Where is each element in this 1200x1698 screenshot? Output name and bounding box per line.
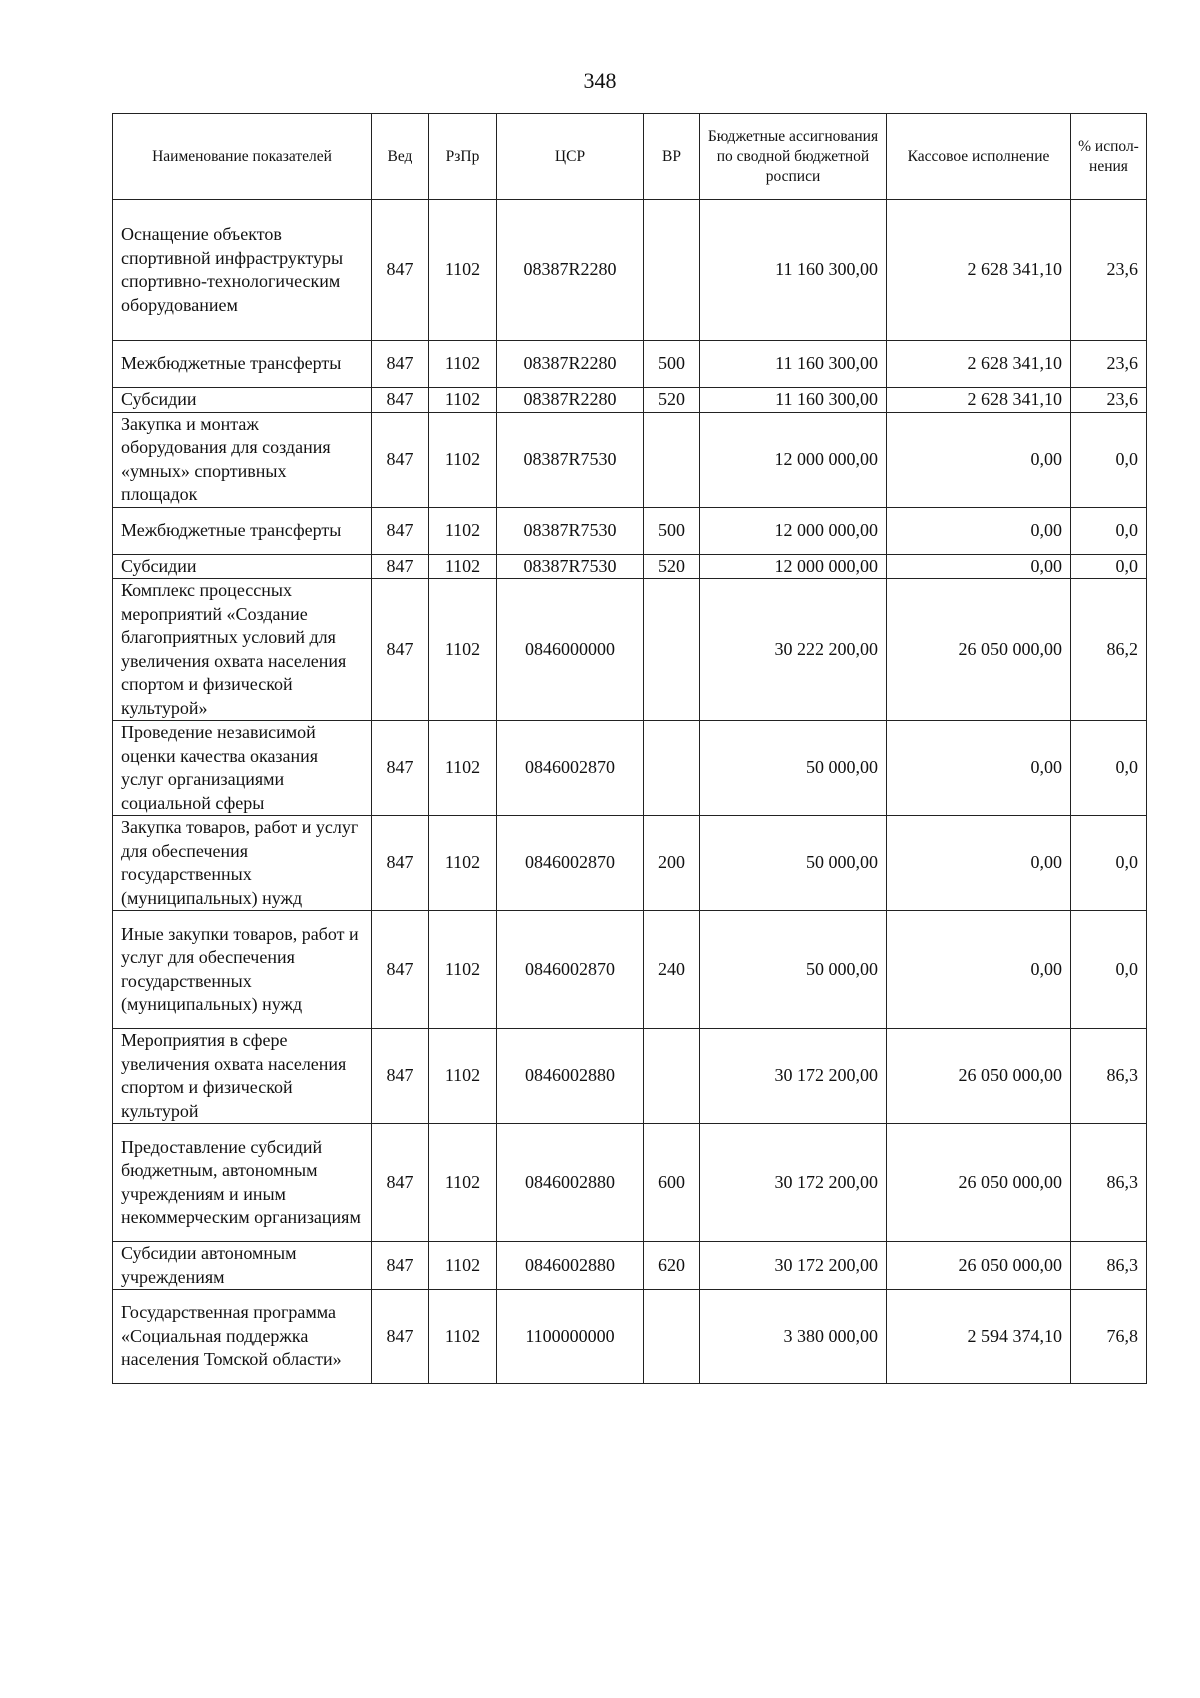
expense-type-code-cell: [644, 1290, 700, 1384]
section-code-cell: 1102: [429, 579, 497, 721]
budget-allocation-cell: 12 000 000,00: [700, 554, 887, 579]
section-code-cell: 1102: [429, 1029, 497, 1124]
target-item-code-cell: 0846002880: [497, 1029, 644, 1124]
department-code-cell: 847: [372, 1290, 429, 1384]
budget-allocation-cell: 11 160 300,00: [700, 341, 887, 388]
expense-type-code-cell: [644, 579, 700, 721]
expense-type-code-cell: 520: [644, 554, 700, 579]
table-row: [113, 388, 1147, 413]
table-row: [113, 1290, 1147, 1384]
indicator-name-cell: Субсидии: [113, 388, 372, 413]
table-row: [113, 341, 1147, 388]
section-code-cell: 1102: [429, 816, 497, 911]
target-item-code-cell: 08387R7530: [497, 507, 644, 554]
indicator-name-cell: Межбюджетные трансферты: [113, 341, 372, 388]
department-code-cell: 847: [372, 507, 429, 554]
budget-allocation-cell: 11 160 300,00: [700, 388, 887, 413]
target-item-code-cell: 0846002880: [497, 1124, 644, 1242]
department-code-cell: 847: [372, 554, 429, 579]
execution-percent-cell: 0,0: [1071, 412, 1147, 507]
section-code-cell: 1102: [429, 554, 497, 579]
table-row: [113, 554, 1147, 579]
execution-percent-cell: 0,0: [1071, 507, 1147, 554]
execution-percent-cell: 86,3: [1071, 1242, 1147, 1290]
indicator-name-cell: Мероприятия в сфере увеличения охвата населения спортом и физической культурой: [113, 1029, 372, 1124]
cash-execution-cell: 26 050 000,00: [887, 579, 1071, 721]
section-code-cell: 1102: [429, 200, 497, 341]
section-code-cell: 1102: [429, 341, 497, 388]
execution-percent-cell: 86,3: [1071, 1029, 1147, 1124]
expense-type-code-cell: 500: [644, 341, 700, 388]
cash-execution-cell: 0,00: [887, 507, 1071, 554]
budget-allocation-cell: 50 000,00: [700, 721, 887, 816]
budget-allocation-cell: 50 000,00: [700, 911, 887, 1029]
header-cash-execution: Кассовое исполнение: [887, 114, 1071, 200]
department-code-cell: 847: [372, 1242, 429, 1290]
department-code-cell: 847: [372, 911, 429, 1029]
cash-execution-cell: 0,00: [887, 816, 1071, 911]
cash-execution-cell: 0,00: [887, 721, 1071, 816]
budget-allocation-cell: 12 000 000,00: [700, 507, 887, 554]
expense-type-code-cell: 500: [644, 507, 700, 554]
execution-percent-cell: 23,6: [1071, 200, 1147, 341]
execution-percent-cell: 0,0: [1071, 554, 1147, 579]
budget-allocation-cell: 12 000 000,00: [700, 412, 887, 507]
expense-type-code-cell: [644, 721, 700, 816]
execution-percent-cell: 23,6: [1071, 388, 1147, 413]
department-code-cell: 847: [372, 1124, 429, 1242]
budget-allocation-cell: 3 380 000,00: [700, 1290, 887, 1384]
budget-allocation-cell: 30 222 200,00: [700, 579, 887, 721]
header-execution-percent: % испол- нения: [1071, 114, 1147, 200]
cash-execution-cell: 0,00: [887, 412, 1071, 507]
indicator-name-cell: Комплекс процессных мероприятий «Создание благоприятных условий для увеличения охвата населения спортом и физической культурой»: [113, 579, 372, 721]
expense-type-code-cell: [644, 412, 700, 507]
department-code-cell: 847: [372, 721, 429, 816]
budget-allocation-cell: 30 172 200,00: [700, 1029, 887, 1124]
cash-execution-cell: 2 628 341,10: [887, 200, 1071, 341]
table-row: [113, 721, 1147, 816]
table-row: [113, 1124, 1147, 1242]
execution-percent-cell: 86,3: [1071, 1124, 1147, 1242]
department-code-cell: 847: [372, 412, 429, 507]
table-row: [113, 412, 1147, 507]
expense-type-code-cell: 240: [644, 911, 700, 1029]
indicator-name-cell: Закупка и монтаж оборудования для создания «умных» спортивных площадок: [113, 412, 372, 507]
header-budget-allocations: Бюджетные ассигнования по сводной бюджетной росписи: [700, 114, 887, 200]
indicator-name-cell: Субсидии: [113, 554, 372, 579]
department-code-cell: 847: [372, 341, 429, 388]
execution-percent-cell: 76,8: [1071, 1290, 1147, 1384]
section-code-cell: 1102: [429, 911, 497, 1029]
execution-percent-cell: 0,0: [1071, 816, 1147, 911]
table-row: [113, 579, 1147, 721]
section-code-cell: 1102: [429, 721, 497, 816]
target-item-code-cell: 08387R2280: [497, 341, 644, 388]
expense-type-code-cell: [644, 1029, 700, 1124]
expense-type-code-cell: [644, 200, 700, 341]
execution-percent-cell: 0,0: [1071, 721, 1147, 816]
target-item-code-cell: 0846002870: [497, 816, 644, 911]
cash-execution-cell: 26 050 000,00: [887, 1242, 1071, 1290]
budget-execution-table: [112, 113, 1147, 1384]
section-code-cell: 1102: [429, 507, 497, 554]
header-target-item: ЦСР: [497, 114, 644, 200]
header-section: РзПр: [429, 114, 497, 200]
target-item-code-cell: 08387R2280: [497, 388, 644, 413]
indicator-name-cell: Субсидии автономным учреждениям: [113, 1242, 372, 1290]
target-item-code-cell: 1100000000: [497, 1290, 644, 1384]
section-code-cell: 1102: [429, 388, 497, 413]
section-code-cell: 1102: [429, 1290, 497, 1384]
cash-execution-cell: 2 628 341,10: [887, 388, 1071, 413]
budget-allocation-cell: 30 172 200,00: [700, 1124, 887, 1242]
indicator-name-cell: Иные закупки товаров, работ и услуг для обеспечения государственных (муниципальных) нужд: [113, 911, 372, 1029]
target-item-code-cell: 0846000000: [497, 579, 644, 721]
department-code-cell: 847: [372, 579, 429, 721]
indicator-name-cell: Оснащение объектов спортивной инфраструктуры спортивно-технологическим оборудованием: [113, 200, 372, 341]
indicator-name-cell: Проведение независимой оценки качества оказания услуг организациями социальной сферы: [113, 721, 372, 816]
target-item-code-cell: 08387R2280: [497, 200, 644, 341]
table-row: [113, 1029, 1147, 1124]
indicator-name-cell: Государственная программа «Социальная поддержка населения Томской области»: [113, 1290, 372, 1384]
section-code-cell: 1102: [429, 1242, 497, 1290]
expense-type-code-cell: 200: [644, 816, 700, 911]
department-code-cell: 847: [372, 816, 429, 911]
indicator-name-cell: Предоставление субсидий бюджетным, автономным учреждениям и иным некоммерческим организациям: [113, 1124, 372, 1242]
cash-execution-cell: 2 628 341,10: [887, 341, 1071, 388]
department-code-cell: 847: [372, 1029, 429, 1124]
target-item-code-cell: 08387R7530: [497, 554, 644, 579]
table-row: [113, 507, 1147, 554]
indicator-name-cell: Закупка товаров, работ и услуг для обеспечения государственных (муниципальных) нужд: [113, 816, 372, 911]
target-item-code-cell: 0846002880: [497, 1242, 644, 1290]
department-code-cell: 847: [372, 200, 429, 341]
table-row: [113, 816, 1147, 911]
header-expense-type: ВР: [644, 114, 700, 200]
cash-execution-cell: 2 594 374,10: [887, 1290, 1071, 1384]
target-item-code-cell: 0846002870: [497, 721, 644, 816]
cash-execution-cell: 0,00: [887, 554, 1071, 579]
table-row: [113, 200, 1147, 341]
cash-execution-cell: 26 050 000,00: [887, 1124, 1071, 1242]
target-item-code-cell: 0846002870: [497, 911, 644, 1029]
section-code-cell: 1102: [429, 1124, 497, 1242]
expense-type-code-cell: 620: [644, 1242, 700, 1290]
execution-percent-cell: 0,0: [1071, 911, 1147, 1029]
header-department: Вед: [372, 114, 429, 200]
expense-type-code-cell: 600: [644, 1124, 700, 1242]
section-code-cell: 1102: [429, 412, 497, 507]
budget-allocation-cell: 50 000,00: [700, 816, 887, 911]
indicator-name-cell: Межбюджетные трансферты: [113, 507, 372, 554]
cash-execution-cell: 0,00: [887, 911, 1071, 1029]
cash-execution-cell: 26 050 000,00: [887, 1029, 1071, 1124]
expense-type-code-cell: 520: [644, 388, 700, 413]
execution-percent-cell: 23,6: [1071, 341, 1147, 388]
target-item-code-cell: 08387R7530: [497, 412, 644, 507]
table-row: [113, 911, 1147, 1029]
table-row: [113, 1242, 1147, 1290]
execution-percent-cell: 86,2: [1071, 579, 1147, 721]
header-indicator-name: Наименование показателей: [113, 114, 372, 200]
page-number: 348: [583, 68, 617, 93]
budget-allocation-cell: 30 172 200,00: [700, 1242, 887, 1290]
department-code-cell: 847: [372, 388, 429, 413]
table-header-row: [113, 114, 1147, 200]
budget-allocation-cell: 11 160 300,00: [700, 200, 887, 341]
table-body: [113, 200, 1147, 1384]
